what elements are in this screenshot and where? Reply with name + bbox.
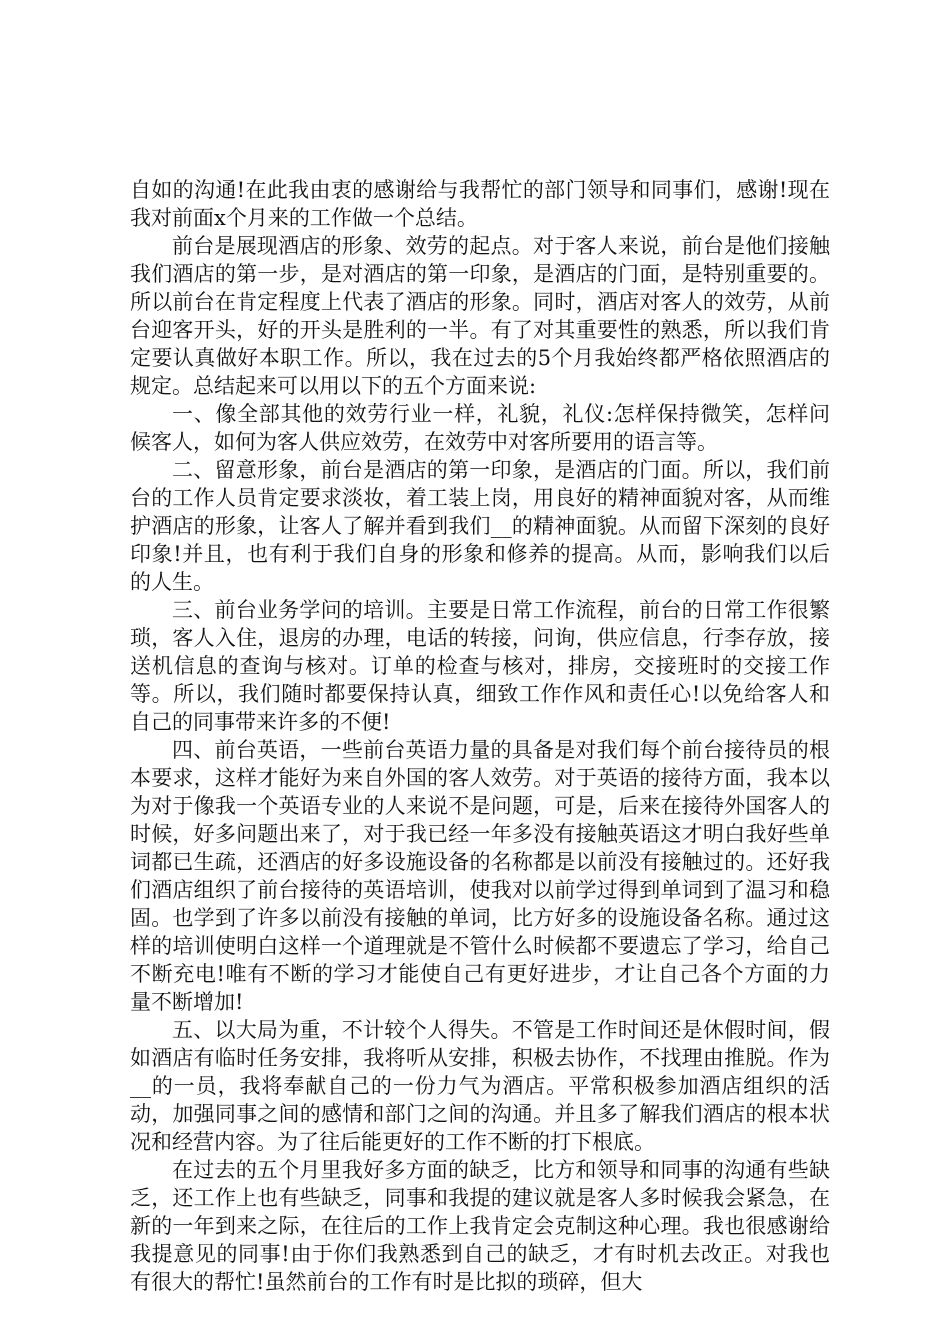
paragraph-3: 一、像全部其他的效劳行业一样，礼貌，礼仪:怎样保持微笑，怎样问候客人，如何为客人供应效劳，在效劳中对客所要用的语言等。 — [130, 402, 830, 454]
paragraph-6: 四、前台英语，一些前台英语力量的具备是对我们每个前台接待员的根本要求，这样才能好为来自外国的客人效劳。对于英语的接待方面，我本以为对于像我一个英语专业的人来说不是问题，可是，后来在接待外国客人的时候，好多问题出来了，对于我已经一年多没有接触英语这才明白我好些单词都已生疏，还酒店的好多设施设备的名称都是以前没有接触过的。还好我们酒店组织了前台接待的英语培训，使我对以前学过得到单词到了温习和稳固。也学到了许多以前没有接触的单词，比方好多的设施设备名称。通过这样的培训使明白这样一个道理就是不管什么时候都不要遗忘了学习，给自己不断充电!唯有不断的学习才能使自己有更好进步，才让自己各个方面的力量不断增加! — [130, 738, 830, 1014]
paragraph-5: 三、前台业务学问的培训。主要是日常工作流程，前台的日常工作很繁琐，客人入住，退房的办理，电话的转接，问询，供应信息，行李存放，接送机信息的查询与核对。订单的检查与核对，排房，交接班时的交接工作等。所以，我们随时都要保持认真，细致工作作风和责任心!以免给客人和自己的同事带来许多的不便! — [130, 598, 830, 734]
paragraph-2: 前台是展现酒店的形象、效劳的起点。对于客人来说，前台是他们接触我们酒店的第一步，是对酒店的第一印象，是酒店的门面，是特别重要的。所以前台在肯定程度上代表了酒店的形象。同时，酒店对客人的效劳，从前台迎客开头，好的开头是胜利的一半。有了对其重要性的熟悉，所以我们肯定要认真做好本职工作。所以，我在过去的5个月我始终都严格依照酒店的规定。总结起来可以用以下的五个方面来说: — [130, 234, 830, 398]
paragraph-8: 在过去的五个月里我好多方面的缺乏，比方和领导和同事的沟通有些缺乏，还工作上也有些缺乏，同事和我提的建议就是客人多时候我会紧急，在新的一年到来之际，在往后的工作上我肯定会克制这种心理。我也很感谢给我提意见的同事!由于你们我熟悉到自己的缺乏，才有时机去改正。对我也有很大的帮忙!虽然前台的工作有时是比拟的琐碎，但大 — [130, 1158, 830, 1294]
document-body — [130, 176, 830, 1296]
paragraph-1: 自如的沟通!在此我由衷的感谢给与我帮忙的部门领导和同事们，感谢!现在我对前面x个月来的工作做一个总结。 — [130, 178, 830, 230]
paragraph-4: 二、留意形象，前台是酒店的第一印象，是酒店的门面。所以，我们前台的工作人员肯定要求淡妆，着工装上岗，用良好的精神面貌对客，从而维护酒店的形象，让客人了解并看到我们__的精神面貌。从而留下深刻的良好印象!并且，也有利于我们自身的形象和修养的提高。从而，影响我们以后的人生。 — [130, 458, 830, 594]
paragraph-7: 五、以大局为重，不计较个人得失。不管是工作时间还是休假时间，假如酒店有临时任务安排，我将听从安排，积极去协作，不找理由推脱。作为__的一员，我将奉献自己的一份力气为酒店。平常积极参加酒店组织的活动，加强同事之间的感情和部门之间的沟通。并且多了解我们酒店的根本状况和经营内容。为了往后能更好的工作不断的打下根底。 — [130, 1018, 830, 1154]
